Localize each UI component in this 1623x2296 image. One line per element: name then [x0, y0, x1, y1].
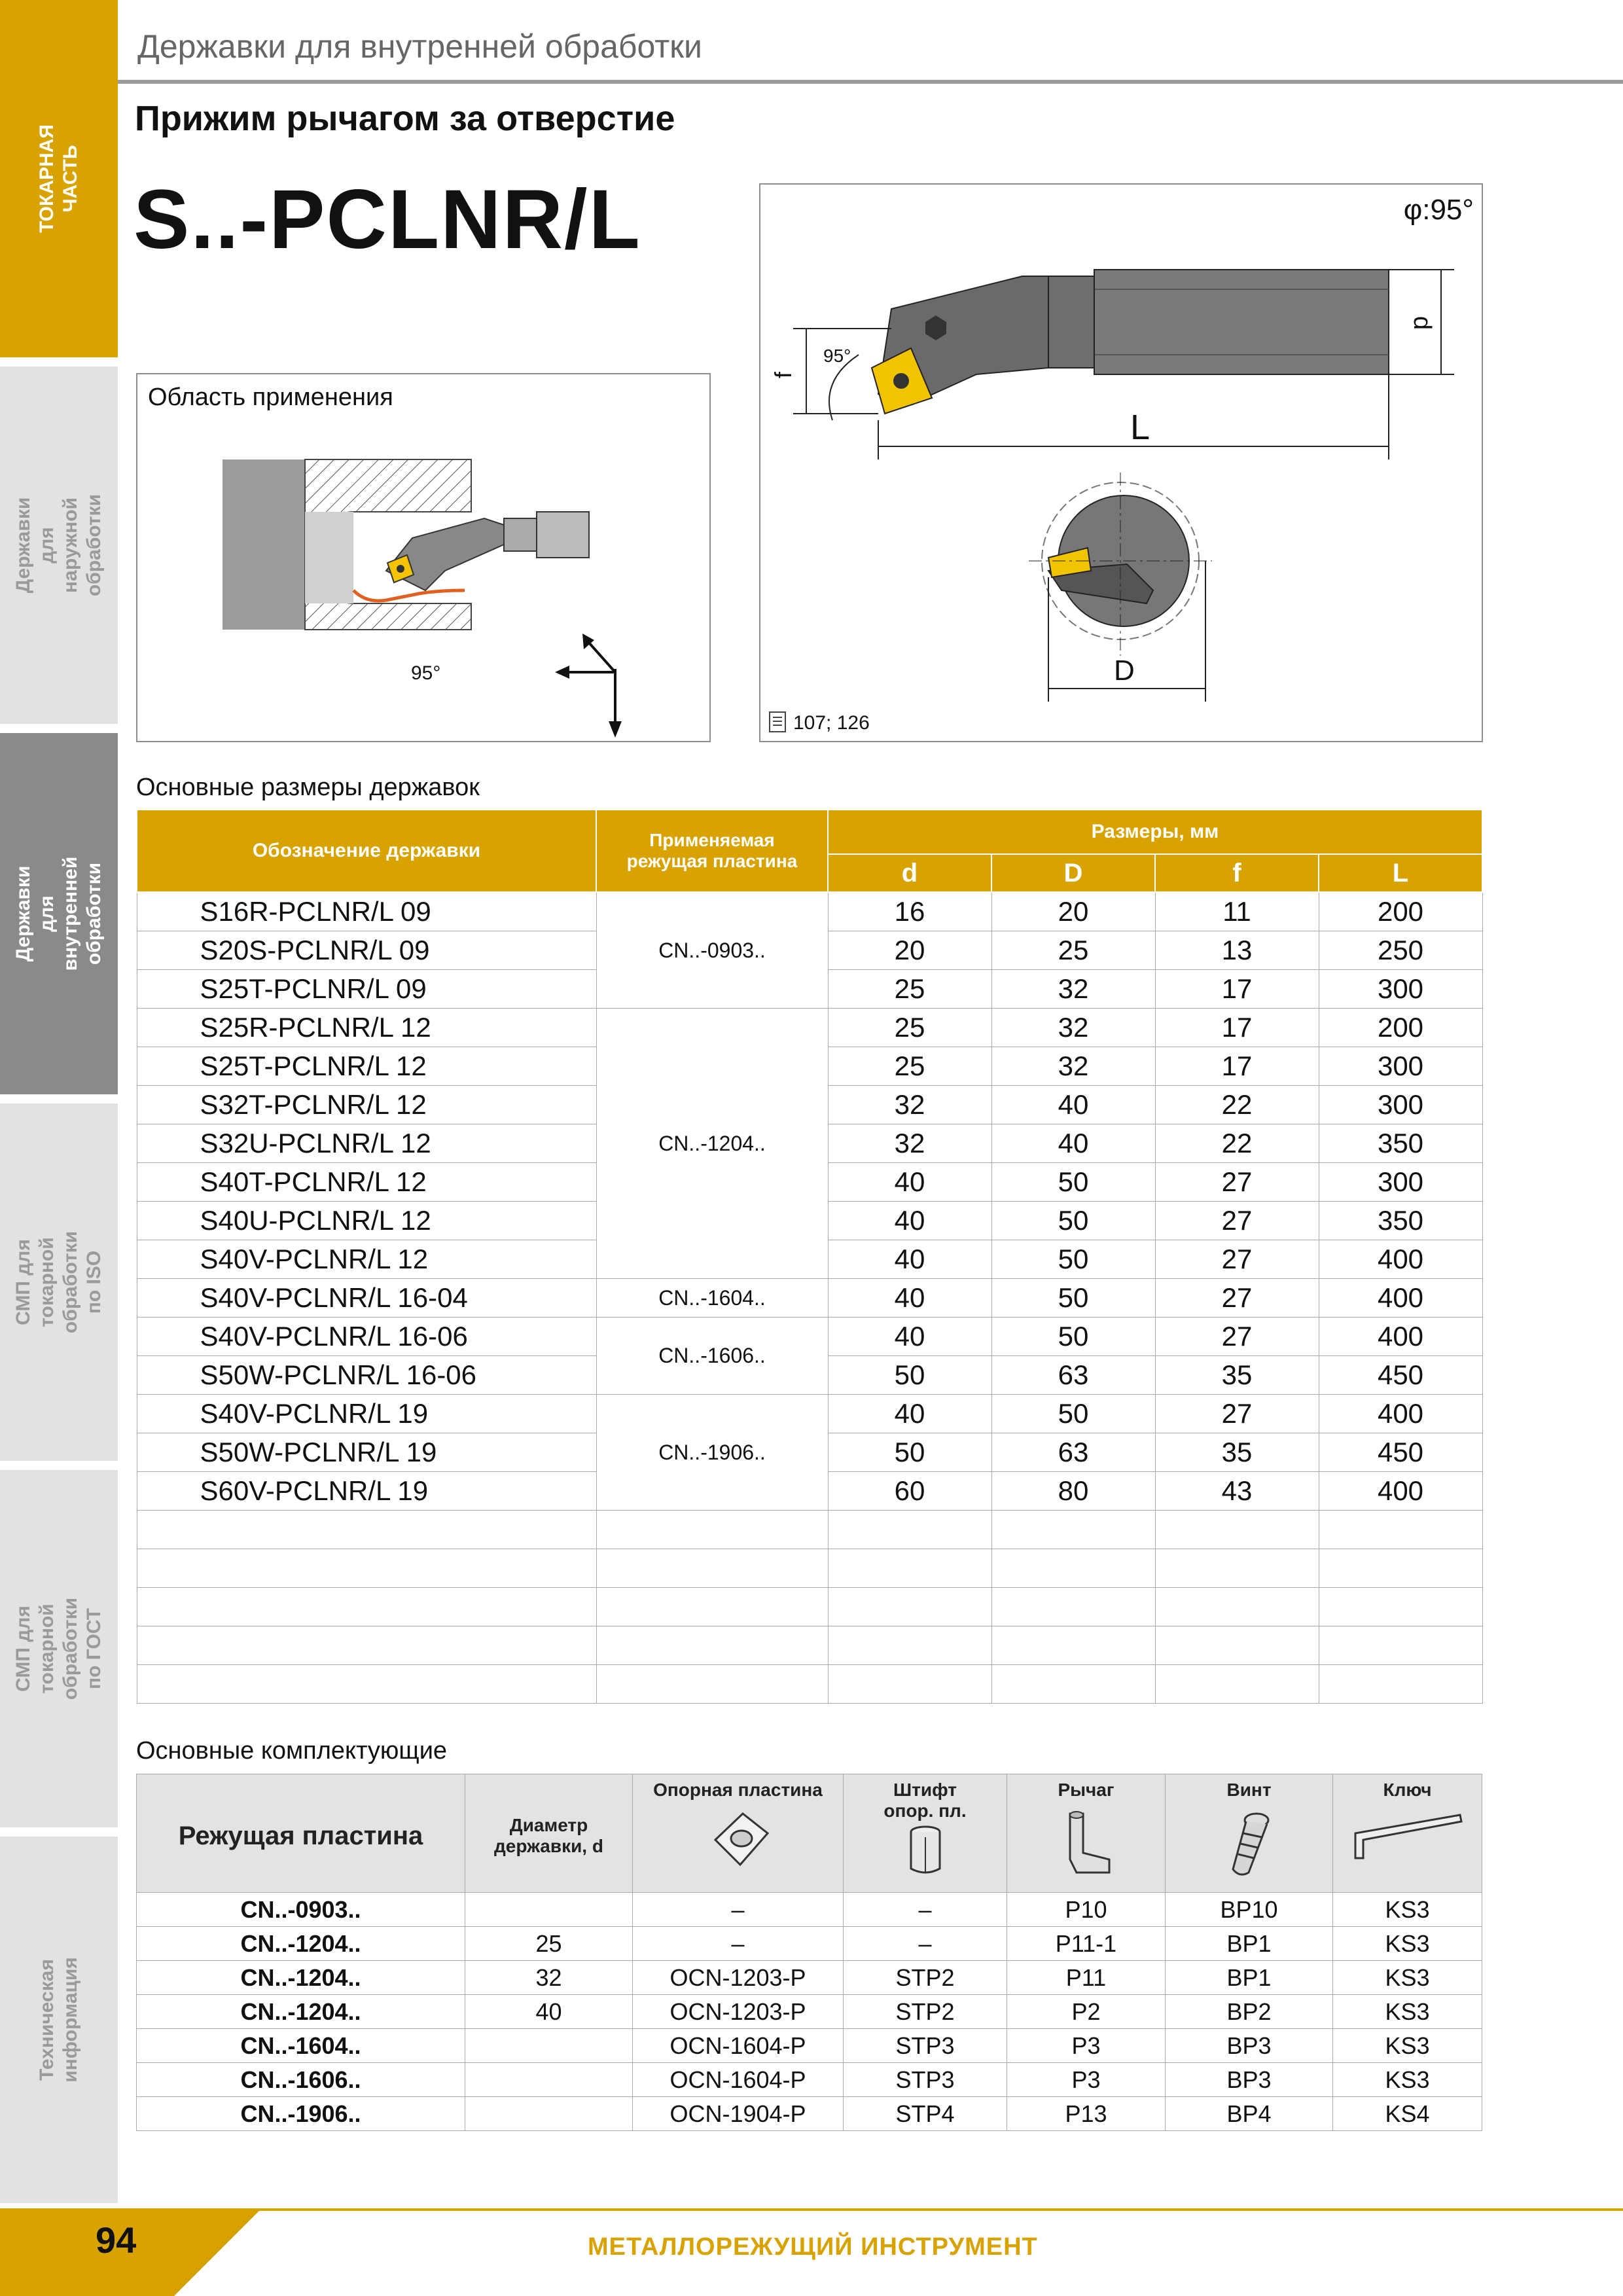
table-row	[137, 1009, 1482, 1047]
header-cutting-insert: Режущая пластина	[137, 1774, 465, 1893]
part-insert: CN..-1204..	[137, 1927, 465, 1961]
dim-D: 25	[991, 931, 1155, 970]
dim-L: 400	[1319, 1472, 1482, 1511]
dim-d: 40	[828, 1163, 991, 1202]
part-lever: P11-1	[1007, 1927, 1166, 1961]
dim-f: 27	[1155, 1240, 1319, 1279]
sidebar-tab-internal[interactable]	[0, 733, 118, 1094]
brand-name: МЕТАЛЛОРЕЖУЩИЙ ИНСТРУМЕНТ	[588, 2233, 1038, 2261]
part-diameter	[465, 2097, 633, 2131]
dim-D: 50	[991, 1240, 1155, 1279]
dim-d: 32	[828, 1086, 991, 1124]
dim-f: 22	[1155, 1086, 1319, 1124]
part-shim: OCN-1203-P	[633, 1961, 844, 1995]
empty-cell	[828, 1511, 991, 1549]
part-screw: BP2	[1166, 1995, 1333, 2029]
table-row	[137, 892, 1482, 931]
part-lever: P3	[1007, 2029, 1166, 2063]
dimensions-table	[136, 809, 1483, 1704]
sidebar-tab-label: Державки для внутренней обработки	[12, 856, 105, 971]
table-row	[137, 1318, 1482, 1356]
technical-drawing	[759, 183, 1483, 742]
empty-cell	[1319, 1588, 1482, 1626]
dim-f: 22	[1155, 1124, 1319, 1163]
dim-d: 50	[828, 1433, 991, 1472]
part-shim: OCN-1604-P	[633, 2063, 844, 2097]
header-shim	[633, 1774, 844, 1893]
reference-pages: 107; 126	[793, 712, 870, 734]
sidebar-tab-iso-inserts[interactable]	[0, 1103, 118, 1461]
approach-angle: φ:95°	[1403, 194, 1474, 226]
empty-row	[137, 1665, 1482, 1704]
part-insert: CN..-0903..	[137, 1893, 465, 1927]
empty-cell	[991, 1665, 1155, 1704]
part-diameter	[465, 2063, 633, 2097]
header-shim-label: Опорная пластина	[653, 1780, 823, 1800]
part-key: KS3	[1333, 2063, 1482, 2097]
dim-D: 40	[991, 1086, 1155, 1124]
header-D: D	[991, 854, 1155, 892]
dim-L: 200	[1319, 892, 1482, 931]
dim-D: 50	[991, 1163, 1155, 1202]
dim-D: 50	[991, 1279, 1155, 1318]
header-sizes: Размеры, мм	[828, 810, 1482, 854]
dim-L-label: L	[1130, 408, 1150, 447]
part-pin: STP3	[844, 2029, 1007, 2063]
holder-designation: S25R-PCLNR/L 12	[137, 1009, 596, 1047]
empty-cell	[596, 1549, 828, 1588]
dim-angle-label: 95°	[823, 346, 851, 366]
part-screw: BP3	[1166, 2029, 1333, 2063]
dim-D: 50	[991, 1318, 1155, 1356]
dim-d: 25	[828, 970, 991, 1009]
dim-d: 50	[828, 1356, 991, 1395]
sidebar-tab-label: Техническая информация	[36, 1957, 82, 2083]
dimensions-title: Основные размеры державок	[136, 774, 480, 801]
hex-key-icon	[1349, 1807, 1467, 1866]
table-row	[137, 2097, 1482, 2131]
header-screw	[1166, 1774, 1333, 1893]
header-lever-label: Рычаг	[1058, 1780, 1115, 1800]
empty-cell	[991, 1549, 1155, 1588]
part-diameter: 25	[465, 1927, 633, 1961]
table-row	[137, 1279, 1482, 1318]
dim-D: 63	[991, 1356, 1155, 1395]
page-number: 94	[96, 2219, 137, 2261]
dim-D: 32	[991, 970, 1155, 1009]
part-shim: OCN-1904-P	[633, 2097, 844, 2131]
empty-cell	[137, 1588, 596, 1626]
dim-L: 350	[1319, 1202, 1482, 1240]
part-pin: STP2	[844, 1995, 1007, 2029]
header-L: L	[1319, 854, 1482, 892]
dim-f: 27	[1155, 1279, 1319, 1318]
header-divider	[118, 80, 1623, 84]
header-screw-label: Винт	[1226, 1780, 1272, 1800]
empty-cell	[991, 1588, 1155, 1626]
part-insert: CN..-1606..	[137, 2063, 465, 2097]
insert-type: CN..-0903..	[596, 892, 828, 1009]
dim-L: 300	[1319, 1163, 1482, 1202]
model-title: S..-PCLNR/L	[134, 173, 641, 266]
part-screw: BP3	[1166, 2063, 1333, 2097]
dim-L: 400	[1319, 1318, 1482, 1356]
dim-d: 40	[828, 1279, 991, 1318]
dim-D: 40	[991, 1124, 1155, 1163]
holder-designation: S25T-PCLNR/L 12	[137, 1047, 596, 1086]
dim-L: 450	[1319, 1433, 1482, 1472]
shim-icon	[702, 1807, 774, 1873]
sidebar-tab-label: Державки для наружной обработки	[12, 493, 105, 597]
dim-D: 63	[991, 1433, 1155, 1472]
holder-designation: S50W-PCLNR/L 19	[137, 1433, 596, 1472]
application-angle: 95°	[411, 662, 441, 684]
dim-L: 250	[1319, 931, 1482, 970]
holder-designation: S40V-PCLNR/L 19	[137, 1395, 596, 1433]
sidebar-tab-turning[interactable]	[0, 0, 118, 357]
parts-table	[136, 1774, 1482, 2131]
table-row	[137, 2063, 1482, 2097]
insert-type: CN..-1606..	[596, 1318, 828, 1395]
empty-cell	[991, 1626, 1155, 1665]
part-screw: BP1	[1166, 1961, 1333, 1995]
header-key	[1333, 1774, 1482, 1893]
holder-designation: S32U-PCLNR/L 12	[137, 1124, 596, 1163]
part-lever: P3	[1007, 2063, 1166, 2097]
empty-cell	[1155, 1588, 1319, 1626]
header-key-label: Ключ	[1383, 1780, 1432, 1800]
header-d: d	[828, 854, 991, 892]
dim-L: 200	[1319, 1009, 1482, 1047]
holder-designation: S32T-PCLNR/L 12	[137, 1086, 596, 1124]
header-insert: Применяемая режущая пластина	[596, 810, 828, 892]
header-diameter: Диаметр державки, d	[465, 1774, 633, 1893]
dim-d: 20	[828, 931, 991, 970]
page-subtitle: Прижим рычагом за отверстие	[135, 99, 675, 138]
part-pin: –	[844, 1893, 1007, 1927]
dim-f-label: f	[770, 371, 797, 379]
dim-D: 50	[991, 1202, 1155, 1240]
sidebar-tab-label: ТОКАРНАЯ ЧАСТЬ	[36, 124, 81, 233]
part-key: KS3	[1333, 2029, 1482, 2063]
part-screw: BP10	[1166, 1893, 1333, 1927]
part-diameter: 32	[465, 1961, 633, 1995]
empty-cell	[1319, 1665, 1482, 1704]
part-lever: P11	[1007, 1961, 1166, 1995]
dim-d: 25	[828, 1047, 991, 1086]
empty-cell	[1155, 1511, 1319, 1549]
part-diameter	[465, 1893, 633, 1927]
dim-f: 17	[1155, 970, 1319, 1009]
part-key: KS3	[1333, 1995, 1482, 2029]
dim-f: 17	[1155, 1009, 1319, 1047]
dim-d: 16	[828, 892, 991, 931]
empty-cell	[828, 1549, 991, 1588]
empty-cell	[137, 1549, 596, 1588]
dim-d: 40	[828, 1318, 991, 1356]
sidebar-tab-label: СМП для токарной обработки по ISO	[12, 1230, 105, 1334]
table-row	[137, 1995, 1482, 2029]
part-insert: CN..-1204..	[137, 1961, 465, 1995]
empty-cell	[1319, 1511, 1482, 1549]
header-designation: Обозначение державки	[137, 810, 596, 892]
holder-designation: S40V-PCLNR/L 12	[137, 1240, 596, 1279]
dim-L: 400	[1319, 1395, 1482, 1433]
dim-f: 17	[1155, 1047, 1319, 1086]
part-diameter	[465, 2029, 633, 2063]
dim-d: 40	[828, 1240, 991, 1279]
empty-cell	[596, 1511, 828, 1549]
dim-L: 400	[1319, 1279, 1482, 1318]
insert-type: CN..-1604..	[596, 1279, 828, 1318]
dim-d: 25	[828, 1009, 991, 1047]
dim-d: 40	[828, 1202, 991, 1240]
part-diameter: 40	[465, 1995, 633, 2029]
empty-cell	[828, 1588, 991, 1626]
holder-designation: S40T-PCLNR/L 12	[137, 1163, 596, 1202]
sidebar-tab-gost-inserts[interactable]	[0, 1470, 118, 1827]
pin-icon	[902, 1824, 948, 1876]
empty-cell	[991, 1511, 1155, 1549]
empty-cell	[137, 1626, 596, 1665]
table-row	[137, 2029, 1482, 2063]
empty-cell	[828, 1665, 991, 1704]
table-row	[137, 1961, 1482, 1995]
table-row	[137, 1927, 1482, 1961]
holder-designation: S40V-PCLNR/L 16-06	[137, 1318, 596, 1356]
table-row	[137, 1893, 1482, 1927]
sidebar-tab-external[interactable]	[0, 367, 118, 724]
part-shim: OCN-1604-P	[633, 2029, 844, 2063]
empty-cell	[137, 1665, 596, 1704]
empty-cell	[1155, 1665, 1319, 1704]
dim-L: 300	[1319, 1086, 1482, 1124]
empty-cell	[596, 1588, 828, 1626]
insert-type: CN..-1204..	[596, 1009, 828, 1279]
dim-D: 32	[991, 1047, 1155, 1086]
application-illustration	[137, 374, 709, 741]
dimensions-table-body	[137, 892, 1482, 1704]
dim-D: 20	[991, 892, 1155, 931]
holder-designation: S40U-PCLNR/L 12	[137, 1202, 596, 1240]
empty-cell	[1319, 1549, 1482, 1588]
dim-L: 300	[1319, 1047, 1482, 1086]
empty-cell	[1155, 1626, 1319, 1665]
insert-type: CN..-1906..	[596, 1395, 828, 1511]
part-key: KS4	[1333, 2097, 1482, 2131]
part-screw: BP4	[1166, 2097, 1333, 2131]
empty-cell	[1155, 1549, 1319, 1588]
part-shim: –	[633, 1927, 844, 1961]
header-pin-label: Штифт опор. пл.	[883, 1780, 967, 1821]
empty-row	[137, 1626, 1482, 1665]
application-title: Область применения	[148, 384, 393, 411]
dim-d: 60	[828, 1472, 991, 1511]
holder-designation: S20S-PCLNR/L 09	[137, 931, 596, 970]
parts-table-body	[137, 1893, 1482, 2131]
dim-f: 27	[1155, 1163, 1319, 1202]
part-lever: P10	[1007, 1893, 1166, 1927]
dim-d: 32	[828, 1124, 991, 1163]
parts-title: Основные комплектующие	[136, 1737, 448, 1765]
sidebar-tab-technical[interactable]	[0, 1837, 118, 2203]
empty-row	[137, 1549, 1482, 1588]
empty-cell	[596, 1626, 828, 1665]
dim-d: 40	[828, 1395, 991, 1433]
part-pin: STP2	[844, 1961, 1007, 1995]
empty-cell	[828, 1626, 991, 1665]
part-insert: CN..-1204..	[137, 1995, 465, 2029]
part-lever: P13	[1007, 2097, 1166, 2131]
dim-f: 27	[1155, 1395, 1319, 1433]
table-row	[137, 1395, 1482, 1433]
empty-cell	[137, 1511, 596, 1549]
holder-designation: S25T-PCLNR/L 09	[137, 970, 596, 1009]
part-pin: –	[844, 1927, 1007, 1961]
holder-designation: S16R-PCLNR/L 09	[137, 892, 596, 931]
part-lever: P2	[1007, 1995, 1166, 2029]
part-insert: CN..-1906..	[137, 2097, 465, 2131]
empty-row	[137, 1511, 1482, 1549]
screw-icon	[1220, 1807, 1279, 1886]
part-shim: –	[633, 1893, 844, 1927]
header-f: f	[1155, 854, 1319, 892]
part-insert: CN..-1604..	[137, 2029, 465, 2063]
dim-D: 80	[991, 1472, 1155, 1511]
dim-f: 27	[1155, 1318, 1319, 1356]
part-shim: OCN-1203-P	[633, 1995, 844, 2029]
part-pin: STP3	[844, 2063, 1007, 2097]
lever-icon	[1057, 1807, 1116, 1879]
section-title: Державки для внутренней обработки	[137, 28, 702, 65]
dim-d-label: d	[1408, 315, 1436, 331]
dim-D: 32	[991, 1009, 1155, 1047]
dim-f: 27	[1155, 1202, 1319, 1240]
sidebar-tab-label: СМП для токарной обработки по ГОСТ	[12, 1597, 105, 1700]
empty-row	[137, 1588, 1482, 1626]
dim-f: 43	[1155, 1472, 1319, 1511]
dim-f: 11	[1155, 892, 1319, 931]
dim-L: 350	[1319, 1124, 1482, 1163]
header-lever	[1007, 1774, 1166, 1893]
header-pin	[844, 1774, 1007, 1893]
dim-L: 450	[1319, 1356, 1482, 1395]
part-pin: STP4	[844, 2097, 1007, 2131]
application-area	[136, 373, 711, 742]
holder-designation: S60V-PCLNR/L 19	[137, 1472, 596, 1511]
empty-cell	[1319, 1626, 1482, 1665]
holder-designation: S40V-PCLNR/L 16-04	[137, 1279, 596, 1318]
dim-f: 35	[1155, 1356, 1319, 1395]
dim-L: 300	[1319, 970, 1482, 1009]
dim-L: 400	[1319, 1240, 1482, 1279]
dim-D-label: D	[1114, 655, 1135, 687]
dim-f: 13	[1155, 931, 1319, 970]
document-icon	[768, 711, 788, 734]
part-key: KS3	[1333, 1927, 1482, 1961]
part-screw: BP1	[1166, 1927, 1333, 1961]
part-key: KS3	[1333, 1961, 1482, 1995]
holder-designation: S50W-PCLNR/L 16-06	[137, 1356, 596, 1395]
dim-D: 50	[991, 1395, 1155, 1433]
dim-f: 35	[1155, 1433, 1319, 1472]
part-key: KS3	[1333, 1893, 1482, 1927]
empty-cell	[596, 1665, 828, 1704]
sidebar	[0, 0, 118, 2296]
